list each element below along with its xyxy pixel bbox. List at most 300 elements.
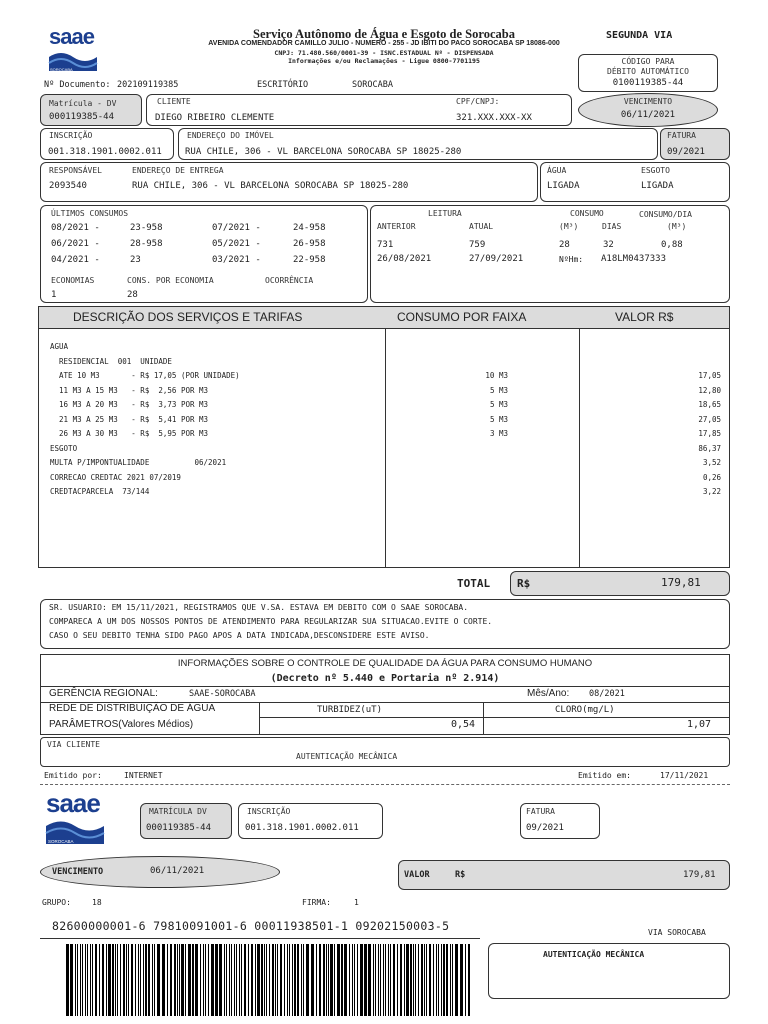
company-cnpj: CNPJ: 71.480.560/0001-39 - ISNC.ESTADUAL Nº - DISPENSADA: [274, 49, 494, 57]
reading-curr-label: ATUAL: [469, 222, 494, 231]
due-date-value: 06/11/2021: [620, 110, 676, 120]
barcode-digits: 82600000001-6 79810091001-6 00011938501-1 09202150003-5: [52, 919, 450, 933]
barcode-bar: [211, 944, 214, 1016]
stub-value: 179,81: [683, 870, 716, 880]
barcode-bar: [297, 944, 299, 1016]
barcode-bar: [106, 944, 107, 1016]
office-label: ESCRITÓRIO: [257, 80, 309, 90]
barcode-bar: [303, 944, 304, 1016]
barcode-bar: [95, 944, 97, 1016]
debit-code-value: 0100119385-44: [612, 78, 684, 88]
reading-box: [370, 205, 730, 303]
doc-number: 202109119385: [117, 80, 179, 90]
inscricao-box: [40, 128, 174, 160]
company-name: Serviço Autônomo de Água e Esgoto de Sorocaba: [253, 27, 515, 41]
service-row-qty: 10 M3: [485, 371, 508, 380]
barcode-bar: [289, 944, 290, 1016]
barcode-bar: [400, 944, 402, 1016]
inscricao-label: INSCRIÇÃO: [49, 131, 93, 140]
cut-line: [40, 784, 730, 785]
cons-econ-label: CONS. POR ECONOMIA: [127, 276, 214, 285]
barcode-bar: [450, 944, 451, 1016]
due-date-label: VENCIMENTO: [623, 97, 673, 106]
barcode-bar: [390, 944, 391, 1016]
barcode-bar: [360, 944, 363, 1016]
barcode-bar: [219, 944, 222, 1016]
reading-daily-unit: (M³): [667, 222, 687, 231]
history-value: 28-958: [130, 239, 163, 249]
reading-curr-date: 27/09/2021: [469, 254, 524, 264]
barcode-bar: [393, 944, 395, 1016]
client-box: [146, 94, 572, 126]
barcode-bar: [131, 944, 133, 1016]
barcode-bar: [301, 944, 302, 1016]
cpf-value: 321.XXX.XXX-XX: [456, 113, 532, 123]
service-row-desc: ESGOTO: [50, 443, 78, 453]
barcode-bar: [177, 944, 178, 1016]
service-row-value: 86,37: [698, 443, 721, 453]
cpf-label: CPF/CNPJ:: [456, 97, 500, 106]
property-box: [178, 128, 658, 160]
saae-logo: [44, 788, 106, 848]
barcode-bar: [231, 944, 232, 1016]
barcode-bar: [455, 944, 458, 1016]
logo-text: saae: [46, 788, 100, 818]
reading-prev: 731: [377, 240, 394, 250]
stub-auth-box: [488, 943, 730, 999]
stub-due-label: VENCIMENTO: [52, 867, 104, 877]
barcode-bar: [145, 944, 147, 1016]
barcode-bar: [215, 944, 218, 1016]
notice-line: SR. USUARIO: EM 15/11/2021, REGISTRAMOS QUE V.SA. ESTAVA EM DEBITO COM O SAAE SOROCABA.: [49, 603, 469, 612]
service-row-qty: 3 M3: [489, 429, 508, 438]
service-row-desc: CREDTACPARCELA 73/144: [50, 487, 150, 496]
barcode-bar: [208, 944, 209, 1016]
barcode-bar: [385, 944, 386, 1016]
barcode-bar: [328, 944, 329, 1016]
cons-econ-value: 28: [127, 290, 138, 300]
barcode-bar: [205, 944, 206, 1016]
quality-title: INFORMAÇÕES SOBRE O CONTROLE DE QUALIDADE DA ÁGUA PARA CONSUMO HUMANO: [177, 658, 593, 669]
matricula-box: [40, 94, 142, 126]
client-name: DIEGO RIBEIRO CLEMENTE: [155, 113, 275, 123]
barcode-bar: [185, 944, 186, 1016]
barcode-bar: [364, 944, 367, 1016]
history-value: 24-958: [293, 223, 326, 233]
service-row-desc: AGUA: [50, 342, 69, 351]
barcode-bar: [429, 944, 431, 1016]
stub-currency: R$: [455, 870, 466, 880]
barcode-bar: [465, 944, 466, 1016]
issued-on: 17/11/2021: [660, 771, 709, 780]
service-row-qty: 5 M3: [489, 385, 508, 395]
barcode-bar: [410, 944, 412, 1016]
barcode-bar: [292, 944, 293, 1016]
consumption-title: ÚLTIMOS CONSUMOS: [51, 209, 129, 218]
month-label: Mês/Ano:: [527, 688, 570, 699]
chlorine-value: 1,07: [687, 719, 712, 730]
barcode: [66, 944, 476, 1016]
via-label: VIA SOROCABA: [648, 928, 706, 937]
matricula-label: Matrícula - DV: [49, 99, 117, 108]
office: SOROCABA: [352, 80, 393, 90]
barcode-bar: [323, 944, 325, 1016]
barcode-bar: [126, 944, 127, 1016]
group-label: GRUPO:: [42, 898, 71, 907]
barcode-bar: [229, 944, 230, 1016]
barcode-bar: [255, 944, 256, 1016]
barcode-bar: [102, 944, 104, 1016]
barcode-bar: [248, 944, 249, 1016]
barcode-bar: [426, 944, 427, 1016]
services-col-qty: CONSUMO POR FAIXA: [397, 310, 527, 324]
sewer-status: LIGADA: [641, 181, 674, 191]
barcode-bar: [143, 944, 144, 1016]
stub-value-label: VALOR: [404, 870, 430, 880]
barcode-bar: [117, 944, 118, 1016]
service-row-value: 3,22: [702, 487, 721, 496]
history-month: 07/2021 -: [212, 223, 261, 233]
property-address: RUA CHILE, 306 - VL BARCELONA SOROCABA SP 18025-280: [185, 147, 462, 157]
barcode-bar: [75, 944, 76, 1016]
barcode-bar: [415, 944, 416, 1016]
barcode-bar: [90, 944, 91, 1016]
service-row-desc: RESIDENCIAL 001 UNIDADE: [50, 356, 172, 366]
debit-code-label-2: DÉBITO AUTOMÁTICO: [607, 67, 689, 76]
ocorrencia-label: OCORRÊNCIA: [265, 276, 314, 285]
reading-daily: 0,88: [661, 240, 683, 250]
barcode-bar: [236, 944, 237, 1016]
barcode-bar: [287, 944, 288, 1016]
barcode-bar: [424, 944, 425, 1016]
barcode-bar: [70, 944, 73, 1016]
quality-divider: [259, 717, 729, 718]
barcode-bar: [441, 944, 442, 1016]
reading-prev-label: ANTERIOR: [377, 222, 416, 231]
due-date-ellipse: [578, 93, 718, 127]
history-month: 06/2021 -: [51, 239, 100, 249]
barcode-bar: [284, 944, 285, 1016]
reading-hm: A18LM0437333: [601, 254, 667, 264]
barcode-bar: [192, 944, 194, 1016]
debit-code-label-1: CÓDIGO PARA: [621, 57, 675, 66]
barcode-bar: [380, 944, 381, 1016]
barcode-bar: [280, 944, 282, 1016]
barcode-bar: [200, 944, 201, 1016]
barcode-bar: [341, 944, 343, 1016]
responsible-value: 2093540: [49, 181, 87, 191]
stub-inscricao: 001.318.1901.0002.011: [245, 823, 359, 833]
barcode-bar: [123, 944, 125, 1016]
history-month: 08/2021 -: [51, 223, 100, 233]
barcode-bar: [406, 944, 409, 1016]
barcode-bar: [349, 944, 350, 1016]
total-label: TOTAL: [457, 577, 491, 590]
barcode-bar: [378, 944, 379, 1016]
barcode-bar: [241, 944, 242, 1016]
service-row-desc: ATE 10 M3 - R$ 17,05 (POR UNIDADE): [50, 371, 240, 380]
barcode-bar: [311, 944, 314, 1016]
service-row-value: 17,85: [698, 429, 721, 438]
service-row-value: 18,65: [698, 400, 721, 409]
barcode-bar: [368, 944, 371, 1016]
barcode-bar: [82, 944, 83, 1016]
barcode-bar: [157, 944, 160, 1016]
history-value: 26-958: [293, 239, 326, 249]
stub-matricula: 000119385-44: [146, 823, 212, 833]
barcode-bar: [352, 944, 353, 1016]
barcode-bar: [92, 944, 93, 1016]
reading-hm-label: NºHm:: [559, 255, 584, 264]
history-month: 05/2021 -: [212, 239, 261, 249]
barcode-bar: [154, 944, 155, 1016]
reading-cons: 28: [559, 240, 570, 250]
total-currency: R$: [517, 577, 531, 590]
history-month: 03/2021 -: [212, 255, 261, 265]
inscricao-value: 001.318.1901.0002.011: [48, 147, 162, 157]
barcode-bar: [460, 944, 463, 1016]
barcode-bar: [452, 944, 453, 1016]
barcode-bar: [275, 944, 276, 1016]
barcode-bar: [375, 944, 376, 1016]
history-value: 22-958: [293, 255, 326, 265]
reading-prev-date: 26/08/2021: [377, 254, 432, 264]
barcode-bar: [269, 944, 270, 1016]
matricula-value: 000119385-44: [49, 112, 115, 122]
debt-notice-box: [40, 599, 730, 649]
consumption-history-box: [40, 205, 368, 303]
barcode-bar: [162, 944, 165, 1016]
barcode-bar: [167, 944, 168, 1016]
service-row-qty: 5 M3: [489, 414, 508, 424]
history-value: 23: [130, 255, 141, 265]
issued-by-label: Emitido por:: [44, 771, 102, 780]
barcode-bar: [438, 944, 439, 1016]
service-row-desc: MULTA P/IMPONTUALIDADE 06/2021: [50, 458, 227, 467]
stub-invoice: 09/2021: [526, 823, 564, 833]
water-label: ÁGUA: [547, 166, 567, 175]
delivery-address: RUA CHILE, 306 - VL BARCELONA SOROCABA SP 18025-280: [132, 181, 409, 191]
notice-line: COMPARECA A UM DOS NOSSOS PONTOS DE ATENDIMENTO PARA REGULARIZAR SUA SITUACAO.EVITE O CORTE.: [49, 617, 493, 626]
quality-col-divider: [483, 702, 484, 735]
barcode-bar: [306, 944, 309, 1016]
barcode-bar: [373, 944, 374, 1016]
reading-title: LEITURA: [428, 209, 462, 218]
firm-label: FIRMA:: [302, 898, 331, 907]
barcode-bar: [239, 944, 240, 1016]
responsible-label: RESPONSÁVEL: [49, 166, 102, 175]
barcode-bar: [337, 944, 340, 1016]
stub-invoice-box: [520, 803, 600, 839]
service-row-desc: 26 M3 A 30 M3 - R$ 5,95 POR M3: [50, 429, 209, 438]
barcode-bar: [413, 944, 414, 1016]
barcode-bar: [326, 944, 327, 1016]
barcode-bar: [436, 944, 437, 1016]
invoice-value: 09/2021: [667, 147, 705, 157]
barcode-bar: [257, 944, 260, 1016]
copy-label: SEGUNDA VIA: [606, 30, 673, 41]
client-copy-label: VIA CLIENTE: [47, 740, 100, 749]
barcode-bar: [203, 944, 204, 1016]
barcode-bar: [77, 944, 78, 1016]
client-label: CLIENTE: [157, 97, 191, 106]
services-divider-1: [385, 329, 386, 567]
barcode-bar: [170, 944, 172, 1016]
economias-label: ECONOMIAS: [51, 276, 95, 285]
company-address: AVENIDA COMENDADOR CAMILLO JULIO - NUMERO - 255 - JD IBITI DO PACO SOROCABA SP 18086-000: [208, 40, 560, 47]
barcode-bar: [188, 944, 191, 1016]
barcode-bar: [195, 944, 198, 1016]
client-copy-auth: AUTENTICAÇÃO MECÂNICA: [296, 752, 398, 761]
service-row-desc: 16 M3 A 20 M3 - R$ 3,73 POR M3: [50, 400, 209, 409]
reading-curr: 759: [469, 240, 486, 250]
services-divider-2: [579, 329, 580, 567]
barcode-bar: [152, 944, 153, 1016]
invoice-label: FATURA: [667, 131, 696, 140]
responsible-box: [40, 162, 538, 202]
reading-cons-label: CONSUMO: [570, 209, 604, 218]
stub-value-box: [398, 860, 730, 890]
barcode-bar: [433, 944, 434, 1016]
service-row-value: 17,05: [698, 371, 721, 380]
client-copy-box: [40, 737, 730, 767]
barcode-bar: [174, 944, 176, 1016]
stub-matricula-box: [140, 803, 232, 839]
barcode-bar: [244, 944, 246, 1016]
barcode-bar: [397, 944, 398, 1016]
barcode-bar: [226, 944, 227, 1016]
total-value: 179,81: [661, 576, 701, 589]
barcode-bar: [344, 944, 347, 1016]
firm-value: 1: [354, 898, 359, 907]
barcode-bar: [179, 944, 180, 1016]
barcode-bar: [85, 944, 86, 1016]
barcode-bar: [404, 944, 405, 1016]
reading-days-label: DIAS: [602, 222, 622, 231]
reading-cons-unit: (M³): [559, 222, 579, 231]
barcode-bar: [66, 944, 69, 1016]
barcode-bar: [224, 944, 225, 1016]
total-box: [510, 571, 730, 596]
barcode-bar: [120, 944, 121, 1016]
property-label: ENDEREÇO DO IMÓVEL: [187, 131, 274, 140]
issued-on-label: Emitido em:: [578, 771, 631, 780]
month-value: 08/2021: [589, 689, 625, 699]
barcode-bar: [357, 944, 358, 1016]
barcode-bar: [266, 944, 267, 1016]
logo-subtext: SOROCABA: [50, 67, 73, 72]
barcode-bar: [181, 944, 184, 1016]
notice-line: CASO O SEU DEBITO TENHA SIDO PAGO APOS A DATA INDICADA,DESCONSIDERE ESTE AVISO.: [49, 631, 430, 640]
barcode-bar: [334, 944, 335, 1016]
quality-decree: (Decreto nº 5.440 e Portaria nº 2.914): [270, 673, 500, 684]
barcode-bar: [319, 944, 321, 1016]
barcode-bar: [234, 944, 235, 1016]
stub-due: 06/11/2021: [150, 866, 205, 876]
barcode-bar: [108, 944, 111, 1016]
stub-invoice-label: FATURA: [526, 807, 555, 816]
delivery-label: ENDEREÇO DE ENTREGA: [132, 166, 224, 175]
barcode-bar: [128, 944, 129, 1016]
service-row-value: 0,26: [702, 472, 721, 482]
region-label: GERÊNCIA REGIONAL:: [49, 688, 158, 699]
barcode-bar: [468, 944, 470, 1016]
debit-code-box: [578, 54, 718, 92]
sewer-label: ESGOTO: [641, 166, 670, 175]
region-value: SAAE-SOROCABA: [189, 689, 256, 699]
turbidity-value: 0,54: [451, 719, 476, 730]
logo-text: saae: [49, 24, 94, 49]
service-row-desc: 11 M3 A 15 M3 - R$ 2,56 POR M3: [50, 385, 209, 395]
service-row-qty: 5 M3: [489, 400, 508, 409]
service-row-desc: CORRECAO CREDTAC 2021 07/2019: [50, 472, 181, 482]
history-month: 04/2021 -: [51, 255, 100, 265]
barcode-bar: [443, 944, 445, 1016]
barcode-bar: [99, 944, 100, 1016]
barcode-bar: [330, 944, 333, 1016]
service-status-box: [540, 162, 730, 202]
service-row-value: 12,80: [698, 385, 721, 395]
turbidity-label: TURBIDEZ(uT): [317, 705, 383, 715]
barcode-bar: [264, 944, 265, 1016]
water-quality-box: [40, 654, 730, 735]
barcode-bar: [251, 944, 253, 1016]
barcode-bar: [112, 944, 114, 1016]
barcode-bar: [383, 944, 384, 1016]
barcode-bar: [135, 944, 136, 1016]
reading-daily-label: CONSUMO/DIA: [639, 210, 692, 219]
invoice-box: [660, 128, 730, 160]
quality-col-divider: [259, 702, 260, 735]
chlorine-label: CLORO(mg/L): [555, 705, 615, 715]
barcode-bar: [418, 944, 419, 1016]
company-info: Informações e/ou Reclamações - Ligue 0800-7701195: [288, 57, 480, 65]
network-label: REDE DE DISTRIBUIÇÃO DE ÁGUA: [49, 703, 216, 714]
service-row-desc: 21 M3 A 25 M3 - R$ 5,41 POR M3: [50, 414, 209, 424]
services-col-desc: DESCRIÇÃO DOS SERVIÇOS E TARIFAS: [73, 310, 303, 324]
barcode-bar: [115, 944, 116, 1016]
barcode-bar: [87, 944, 88, 1016]
barcode-bar: [148, 944, 150, 1016]
doc-number-label: Nº Documento:: [44, 80, 111, 90]
barcode-bar: [446, 944, 448, 1016]
barcode-divider: [40, 938, 480, 939]
barcode-bar: [80, 944, 81, 1016]
params-label: PARÂMETROS(Valores Médios): [49, 719, 194, 730]
barcode-bar: [354, 944, 355, 1016]
stub-inscricao-box: [238, 803, 383, 839]
economias-value: 1: [51, 290, 57, 300]
barcode-bar: [272, 944, 274, 1016]
logo-subtext: SOROCABA: [48, 839, 74, 844]
barcode-bar: [421, 944, 423, 1016]
group-value: 18: [92, 898, 102, 907]
barcode-bar: [294, 944, 296, 1016]
stub-auth-label: AUTENTICAÇÃO MECÂNICA: [543, 950, 645, 959]
water-status: LIGADA: [547, 181, 580, 191]
stub-matricula-label: MATRÍCULA DV: [149, 807, 207, 816]
barcode-bar: [261, 944, 263, 1016]
barcode-bar: [138, 944, 139, 1016]
services-col-value: VALOR R$: [615, 310, 674, 324]
stub-inscricao-label: INSCRIÇÃO: [247, 807, 291, 816]
barcode-bar: [277, 944, 278, 1016]
service-row-value: 3,52: [702, 458, 721, 467]
barcode-bar: [316, 944, 317, 1016]
service-row-value: 27,05: [698, 414, 721, 424]
barcode-bar: [388, 944, 389, 1016]
history-value: 23-958: [130, 223, 163, 233]
